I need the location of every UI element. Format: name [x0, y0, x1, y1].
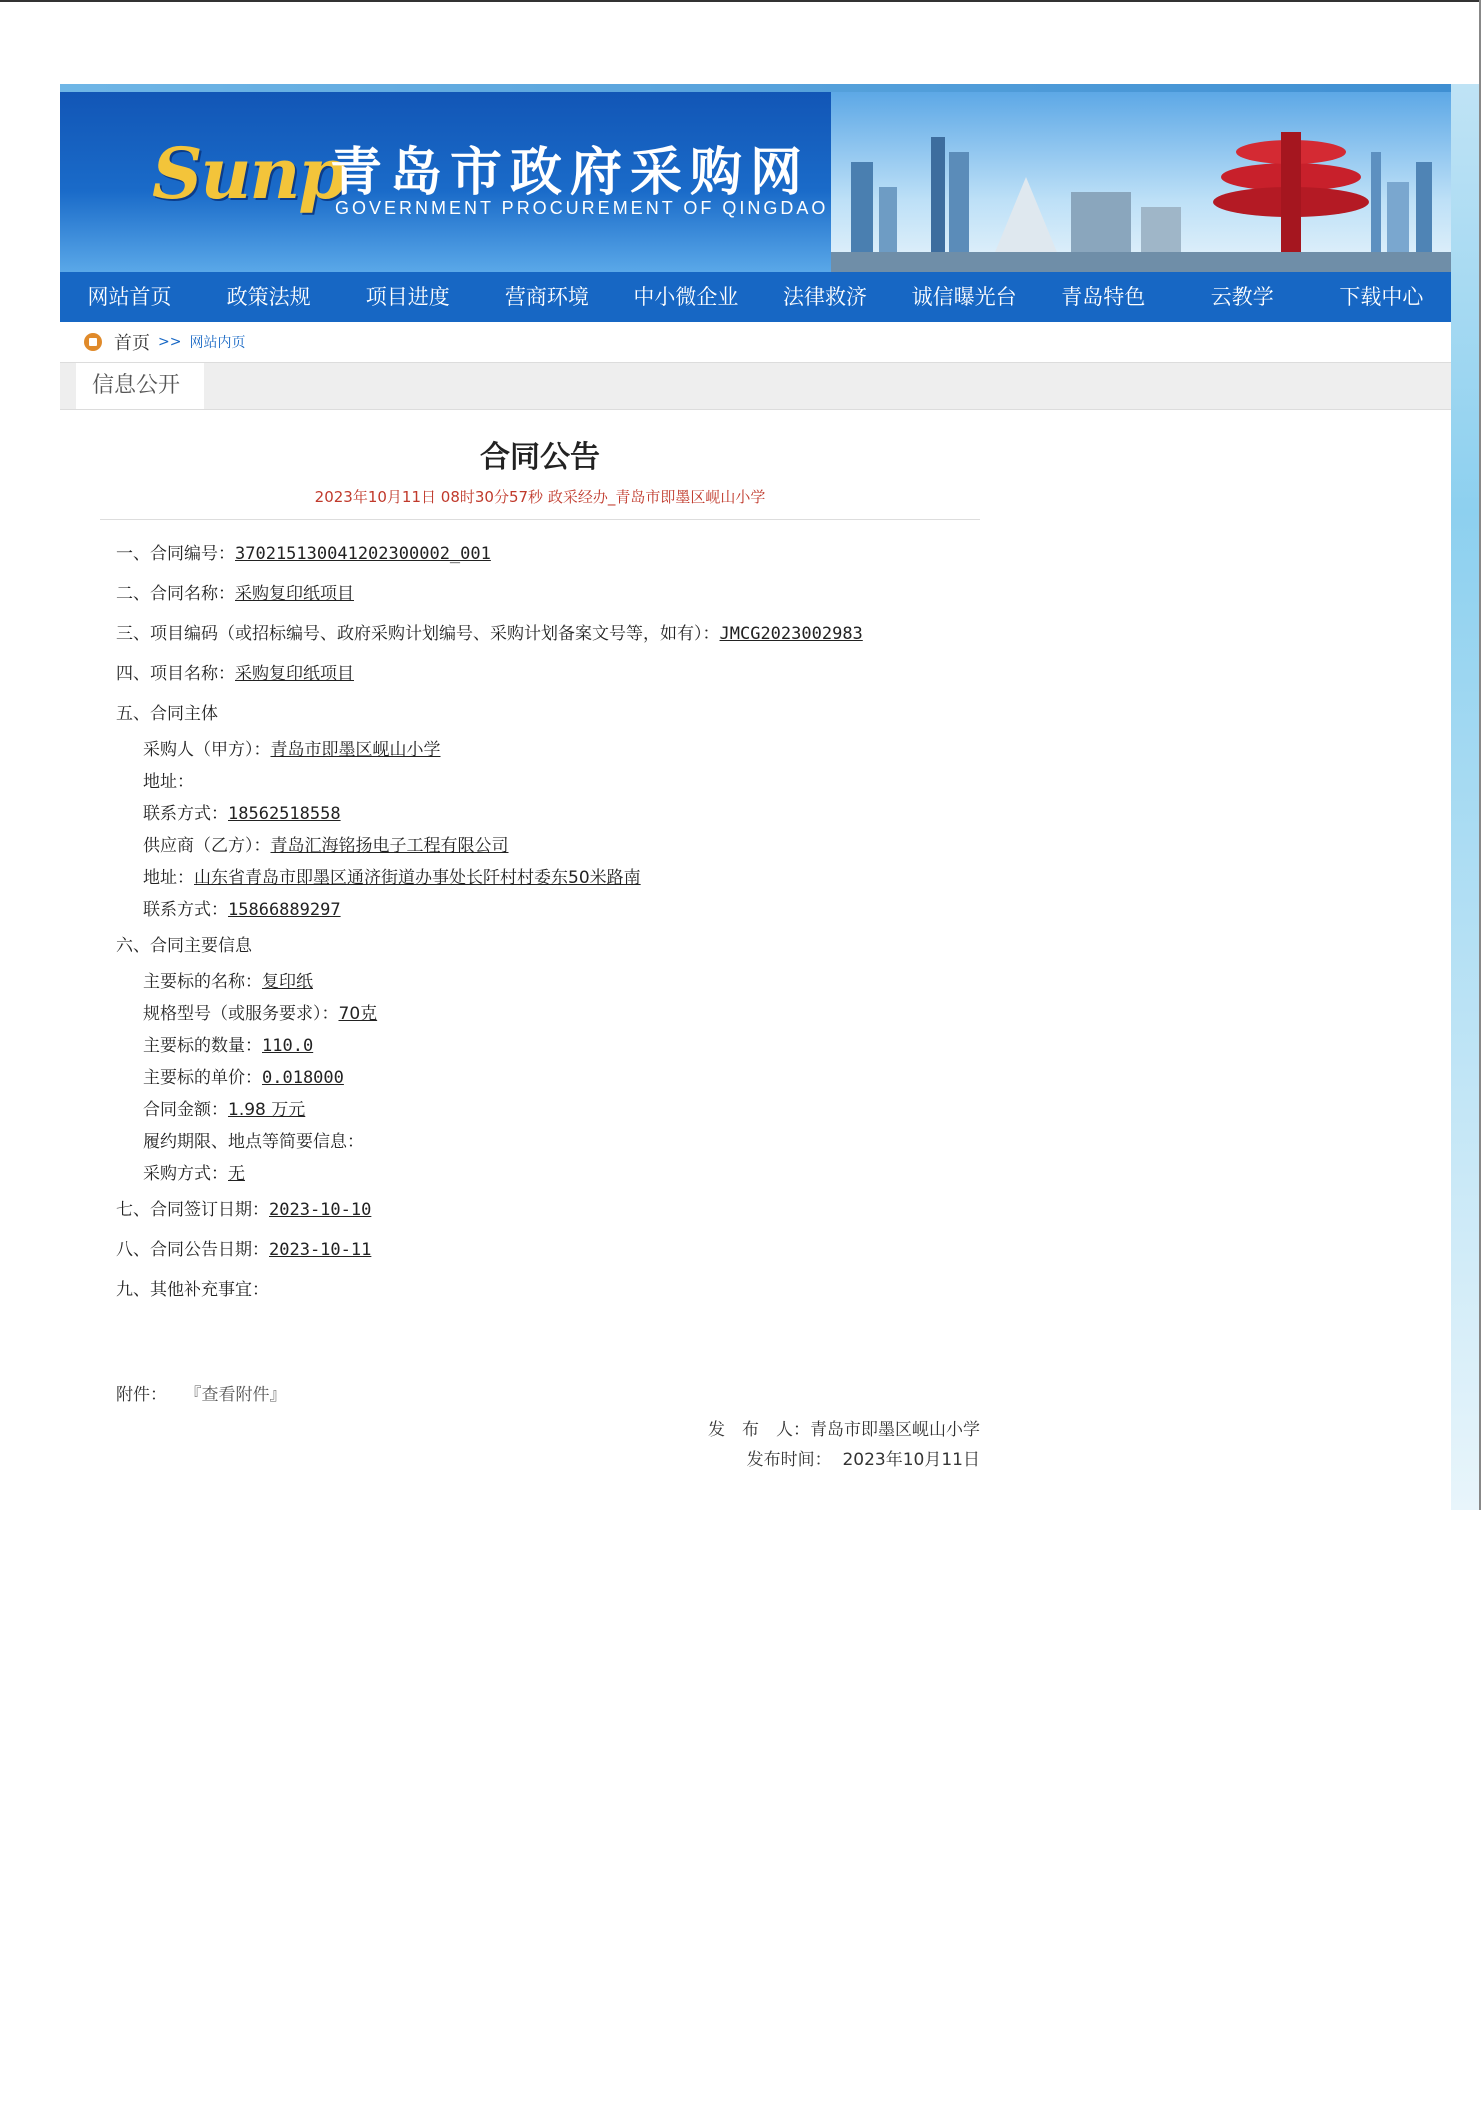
nav-item-home[interactable]: 网站首页 [87, 285, 172, 309]
contract-name-label: 二、合同名称： [116, 584, 235, 604]
supplier-phone-label: 联系方式： [143, 900, 228, 920]
nav-item-cloud-teaching[interactable]: 云教学 [1210, 285, 1274, 309]
publish-date-value: 2023-10-11 [269, 1240, 372, 1260]
contract-number-row [116, 534, 980, 574]
notice-title: 合同公告 [480, 440, 600, 475]
publish-time-value: 2023年10月11日 [842, 1450, 980, 1470]
nav-item-policy[interactable]: 政策法规 [226, 285, 311, 309]
buyer-address-row [116, 766, 980, 798]
home-icon [84, 333, 102, 351]
nav-item-qingdao-feature[interactable]: 青岛特色 [1061, 285, 1146, 309]
tab-info-disclosure[interactable]: 信息公开 [76, 363, 204, 409]
unit-price-label: 主要标的单价： [143, 1068, 262, 1088]
supplier-phone-row [116, 894, 980, 926]
notice-divider [100, 519, 980, 520]
item-name-row [116, 966, 980, 998]
view-attachment-link[interactable]: 『查看附件』 [193, 1385, 287, 1405]
supplier-address-row [116, 862, 980, 894]
site-logo[interactable]: Sunp [152, 132, 346, 215]
nav-item-sme[interactable]: 中小微企业 [633, 285, 739, 309]
nav-item-progress[interactable]: 项目进度 [365, 285, 450, 309]
sign-date-value: 2023-10-10 [269, 1200, 372, 1220]
parties-heading: 五、合同主体 [116, 704, 218, 724]
quantity-label: 主要标的数量： [143, 1036, 262, 1056]
page-container [60, 84, 1451, 1475]
supplier-value: 青岛汇海铭扬电子工程有限公司 [270, 836, 509, 856]
unit-price-row [116, 1062, 980, 1094]
supplier-label: 供应商（乙方）： [143, 836, 271, 856]
buyer-row [116, 734, 980, 766]
contract-name-value: 采购复印纸项目 [235, 584, 354, 604]
publish-time-row [100, 1445, 980, 1475]
publisher-row [100, 1415, 980, 1445]
tab-bar [60, 362, 1451, 410]
publish-date-row [116, 1230, 980, 1270]
site-title: 青岛市政府采购网 [330, 143, 811, 203]
sign-date-label: 七、合同签订日期： [116, 1200, 269, 1220]
top-strip [60, 84, 1451, 92]
project-name-value: 采购复印纸项目 [235, 664, 354, 684]
supplier-address-label: 地址： [143, 868, 194, 888]
main-info-heading: 六、合同主要信息 [116, 936, 252, 956]
site-banner [60, 92, 1451, 272]
breadcrumb [60, 322, 1451, 362]
method-label: 采购方式： [143, 1164, 228, 1184]
amount-row [116, 1094, 980, 1126]
quantity-value: 110.0 [262, 1036, 314, 1056]
notice-content [60, 432, 980, 1475]
notice-meta: 2023年10月11日 08时30分57秒 政采经办_青岛市即墨区岘山小学 [314, 488, 766, 506]
project-code-label: 三、项目编码（或招标编号、政府采购计划编号、采购计划备案文号等，如有）： [116, 624, 720, 644]
notice-body [100, 534, 980, 1310]
project-code-value: JMCG2023002983 [719, 624, 863, 644]
contract-name-row [116, 574, 980, 614]
buyer-value: 青岛市即墨区岘山小学 [270, 740, 441, 760]
sign-date-row [116, 1190, 980, 1230]
amount-value: 1.98 万元 [228, 1100, 306, 1120]
nav-item-business-env[interactable]: 营商环境 [504, 285, 589, 309]
publish-date-label: 八、合同公告日期： [116, 1240, 269, 1260]
spec-label: 规格型号（或服务要求）： [143, 1004, 339, 1024]
amount-label: 合同金额： [143, 1100, 228, 1120]
buyer-phone-value: 18562518558 [228, 804, 341, 824]
buyer-phone-label: 联系方式： [143, 804, 228, 824]
publisher-label: 发 布 人： [708, 1420, 810, 1440]
spec-value: 70克 [338, 1004, 378, 1024]
method-row [116, 1158, 980, 1190]
contract-number-value: 370215130041202300002_001 [235, 544, 491, 564]
period-row [116, 1126, 980, 1158]
spec-row [116, 998, 980, 1030]
nav-item-downloads[interactable]: 下载中心 [1339, 285, 1424, 309]
supplier-row [116, 830, 980, 862]
main-nav [60, 272, 1451, 322]
other-matters-row: 九、其他补充事宜： [116, 1280, 269, 1300]
supplier-address-value: 山东省青岛市即墨区通济街道办事处长阡村村委东50米路南 [194, 868, 641, 888]
breadcrumb-home[interactable]: 首页 [114, 333, 150, 354]
nav-item-legal-remedy[interactable]: 法律救济 [783, 285, 868, 309]
supplier-phone-value: 15866889297 [228, 900, 341, 920]
buyer-label: 采购人（甲方）： [143, 740, 271, 760]
quantity-row [116, 1030, 980, 1062]
unit-price-value: 0.018000 [262, 1068, 344, 1088]
breadcrumb-current[interactable]: 网站内页 [189, 335, 246, 351]
nav-item-credit-exposure[interactable]: 诚信曝光台 [911, 285, 1017, 309]
method-value: 无 [228, 1164, 245, 1184]
item-name-value: 复印纸 [262, 972, 313, 992]
attachment-label: 附件： [116, 1385, 167, 1405]
item-name-label: 主要标的名称： [143, 972, 262, 992]
attachment-row [100, 1380, 980, 1405]
publisher-value: 青岛市即墨区岘山小学 [810, 1420, 980, 1440]
page-top-border [0, 0, 1481, 2]
breadcrumb-separator: >> [158, 334, 182, 350]
project-code-row [116, 614, 980, 654]
city-skyline-illustration [831, 92, 1451, 272]
buyer-address-label: 地址： [143, 772, 194, 792]
buyer-phone-row [116, 798, 980, 830]
publisher-block [100, 1415, 980, 1475]
contract-number-label: 一、合同编号： [116, 544, 235, 564]
right-decorative-strip [1451, 84, 1479, 1510]
publish-time-label: 发布时间： [746, 1450, 832, 1470]
site-subtitle: GOVERNMENT PROCUREMENT OF QINGDAO [335, 198, 829, 218]
period-label: 履约期限、地点等简要信息： [143, 1132, 364, 1152]
project-name-row [116, 654, 980, 694]
project-name-label: 四、项目名称： [116, 664, 235, 684]
